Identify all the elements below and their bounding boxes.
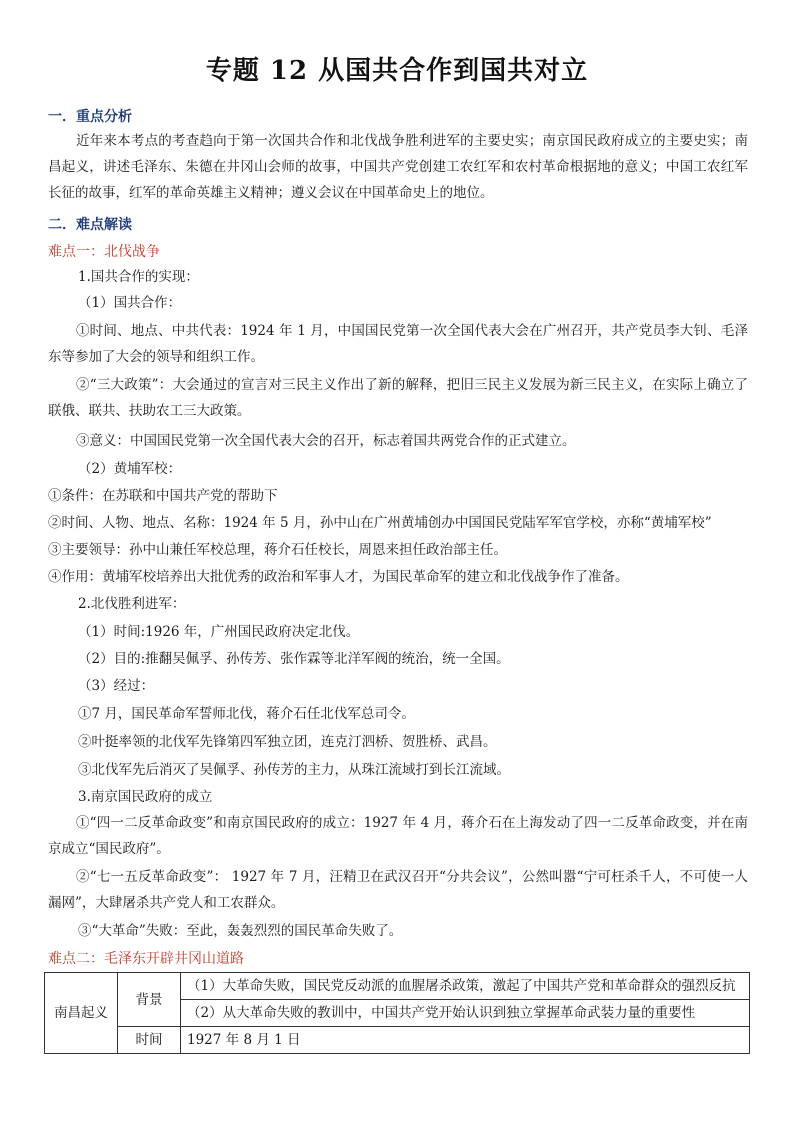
item2-point4: ①7 月，国民革命军誓师北伐，蒋介石任北伐军总司令。: [78, 706, 415, 722]
item2-title: 2.北伐胜利进军：: [78, 596, 186, 612]
difficulty-one-heading: 难点一：北伐战争: [48, 244, 160, 260]
item1-point4: ①条件：在苏联和中国共产党的帮助下: [48, 488, 278, 504]
item1-point1: ①时间、地点、中共代表：1924 年 1 月，中国国民党第一次全国代表大会在广州召开，共产党员李大钊、毛泽东等参加了大会的领导和组织工作。: [48, 323, 748, 365]
section-heading-difficulty: 二．难点解读: [48, 217, 132, 233]
item2-point3: （3）经过：: [78, 678, 155, 694]
table-row: [45, 973, 750, 1000]
item1-point7: ④作用：黄埔军校培养出大批优秀的政治和军事人才，为国民革命军的建立和北伐战争作了准备。: [48, 569, 629, 585]
item3-point1: ①“四一二反革命政变”和南京国民政府的成立：1927 年 4 月，蒋介石在上海发动了四一二反革命政变，并在南京成立“国民政府”。: [48, 815, 748, 857]
time-value-cell: 1927 年 8 月 1 日: [181, 1027, 750, 1054]
section-heading-key-analysis: 一．重点分析: [48, 109, 132, 125]
row-label-cell: 南昌起义: [45, 973, 118, 1054]
item3-point3: ③“大革命”失败：至此，轰轰烈烈的国民革命失败了。: [78, 923, 403, 939]
time-label-cell: 时间: [118, 1027, 181, 1054]
item1-point2: ②“三大政策”：大会通过的宣言对三民主义作出了新的解释，把旧三民主义发展为新三民主义，在实际上确立了联俄、联共、扶助农工三大政策。: [48, 377, 748, 419]
background-line-2: （2）从大革命失败的教训中，中国共产党开始认识到独立掌握革命武装力量的重要性: [181, 1000, 750, 1027]
difficulty-two-heading: 难点二：毛泽东开辟井冈山道路: [48, 951, 244, 967]
item1-title: 1.国共合作的实现：: [78, 269, 199, 285]
item2-point5: ②叶挺率领的北伐军先锋第四军独立团，连克汀泗桥、贺胜桥、武昌。: [78, 734, 497, 750]
item1-sub1: （1）国共合作：: [78, 295, 182, 311]
background-label-cell: 背景: [118, 973, 181, 1027]
item3-point2: ②“七一五反革命政变”： 1927 年 7 月，汪精卫在武汉召开“分共会议”，公然叫嚣“宁可枉杀千人，不可使一人漏网”，大肆屠杀共产党人和工农群众。: [48, 869, 748, 911]
item3-title: 3.南京国民政府的成立: [78, 789, 213, 805]
item2-point6: ③北伐军先后消灭了吴佩孚、孙传芳的主力，从珠江流域打到长江流域。: [78, 762, 510, 778]
item1-sub2: （2）黄埔军校：: [78, 461, 182, 477]
nanchang-uprising-table: [44, 972, 750, 1054]
item2-point1: （1）时间:1926 年，广州国民政府决定北伐。: [78, 624, 360, 640]
item1-point5: ②时间、人物、地点、名称：1924 年 5 月，孙中山在广州黄埔创办中国国民党陆军军官学校，亦称“黄埔军校”: [48, 515, 712, 531]
key-analysis-paragraph: 近年来本考点的考查趋向于第一次国共合作和北伐战争胜利进军的主要史实；南京国民政府成立的主要史实；南昌起义，讲述毛泽东、朱德在井冈山会师的故事，中国共产党创建工农红军和农村革命根据地的意义；中国工农红军长征的故事，红军的革命英雄主义精神；遵义会议在中国革命史上的地位。: [48, 133, 748, 201]
table-row: [45, 1027, 750, 1054]
item1-point6: ③主要领导：孙中山兼任军校总理，蒋介石任校长，周恩来担任政治部主任。: [48, 542, 507, 558]
item1-point3: ③意义：中国国民党第一次全国代表大会的召开，标志着国共两党合作的正式建立。: [76, 433, 576, 449]
background-line-1: （1）大革命失败，国民党反动派的血腥屠杀政策，激起了中国共产党和革命群众的强烈反抗: [181, 973, 750, 1000]
item2-point2: （2）目的:推翻吴佩孚、孙传芳、张作霖等北洋军阀的统治，统一全国。: [78, 651, 510, 667]
document-title: 专题 12 从国共合作到国共对立: [205, 56, 589, 86]
